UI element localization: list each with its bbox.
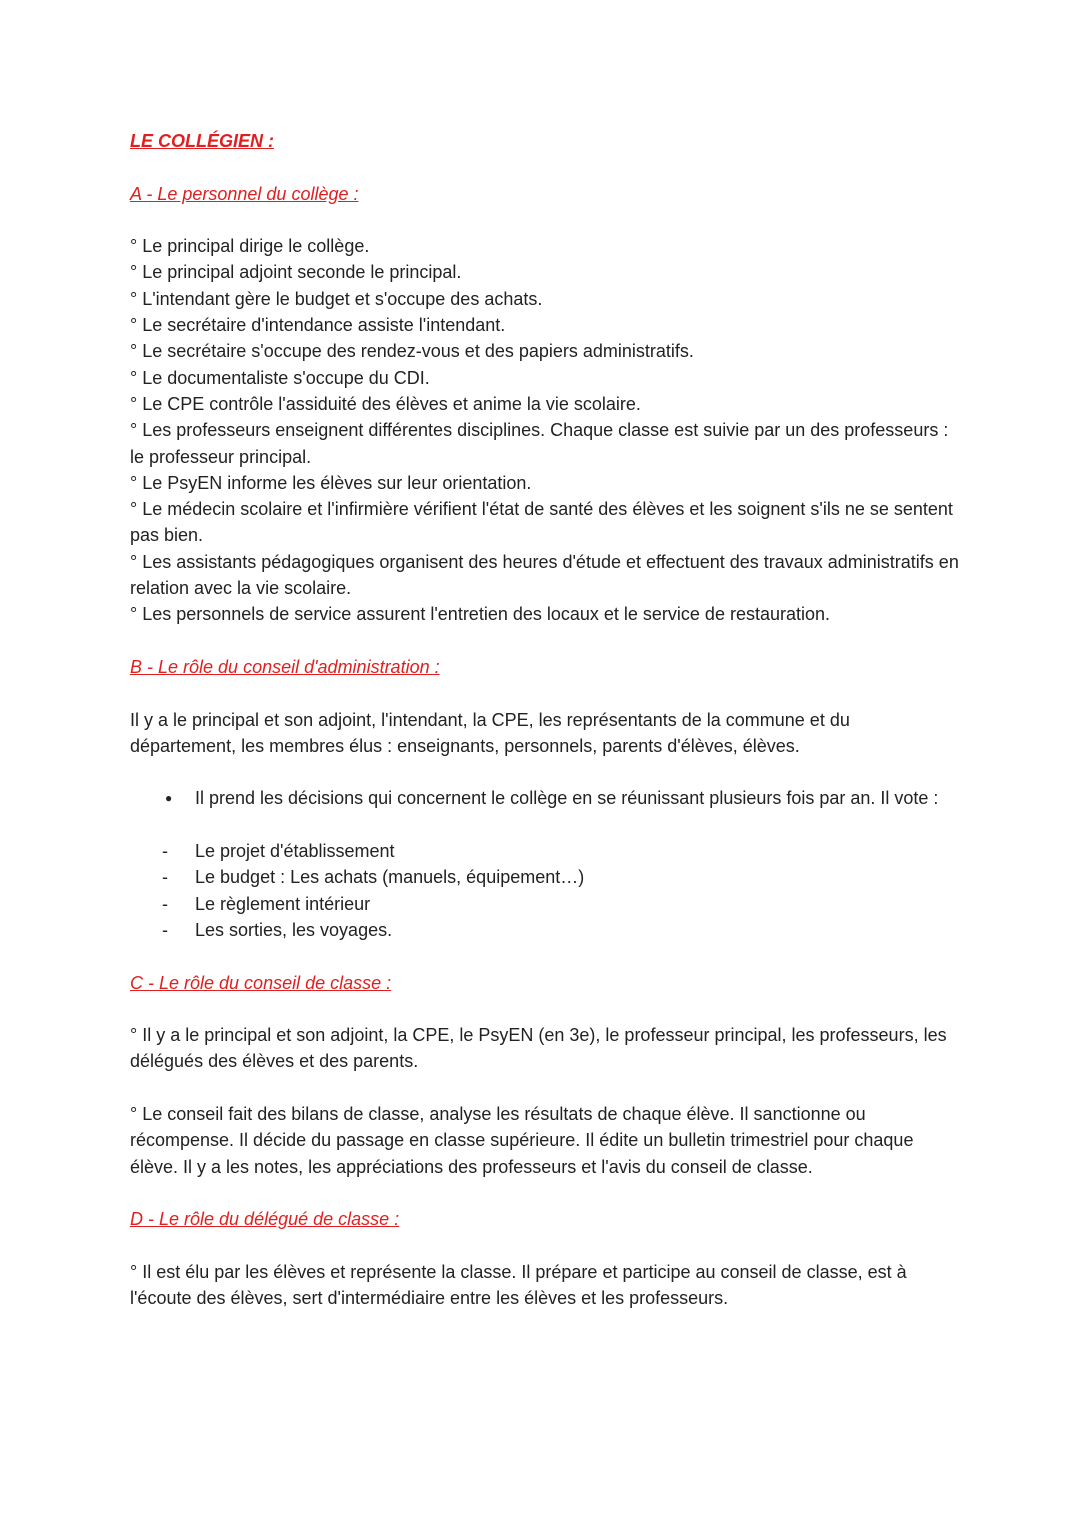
- vote-item: - Le budget : Les achats (manuels, équipement…): [195, 864, 960, 890]
- vote-item: - Le règlement intérieur: [195, 891, 960, 917]
- staff-item: ° Les personnels de service assurent l'entretien des locaux et le service de restauration.: [130, 604, 831, 625]
- page-title: LE COLLÉGIEN :: [130, 131, 274, 151]
- staff-item: ° Le CPE contrôle l'assiduité des élèves et anime la vie scolaire.: [130, 393, 641, 414]
- spacer: [130, 943, 960, 969]
- staff-item: ° Le médecin scolaire et l'infirmière vérifient l'état de santé des élèves et les soignent s'ils ne se sentent pas bien.: [130, 499, 953, 546]
- spacer: [130, 1075, 960, 1101]
- spacer: [130, 207, 960, 233]
- staff-item: ° Le principal adjoint seconde le principal.: [130, 262, 462, 283]
- section-c-role: ° Le conseil fait des bilans de classe, analyse les résultats de chaque élève. Il sanctionne ou récompense. Il décide du passage en classe supérieure. Il édite un bulletin trimestriel pour chaque élève. Il y a les notes, les appréciations des professeurs et l'avis du conseil de classe.: [130, 1103, 914, 1177]
- section-b-bullets: [130, 785, 960, 811]
- vote-list: [130, 838, 960, 943]
- section-c-members: ° Il y a le principal et son adjoint, la CPE, le PsyEN (en 3e), le professeur principal, les professeurs, les délégués des élèves et des parents.: [130, 1025, 947, 1072]
- staff-item: ° Le documentaliste s'occupe du CDI.: [130, 367, 430, 388]
- spacer: [130, 154, 960, 180]
- document-page: [130, 128, 960, 1311]
- section-d-heading: D - Le rôle du délégué de classe :: [130, 1209, 400, 1230]
- spacer: [130, 759, 960, 785]
- spacer: [130, 1180, 960, 1206]
- spacer: [130, 812, 960, 838]
- staff-item: ° Le PsyEN informe les élèves sur leur orientation.: [130, 472, 532, 493]
- spacer: [130, 996, 960, 1022]
- section-b-heading: B - Le rôle du conseil d'administration :: [130, 656, 440, 677]
- staff-item: ° L'intendant gère le budget et s'occupe des achats.: [130, 288, 543, 309]
- spacer: [130, 680, 960, 706]
- staff-item: ° Le principal dirige le collège.: [130, 236, 370, 257]
- section-d-role: ° Il est élu par les élèves et représente la classe. Il prépare et participe au conseil de classe, est à l'écoute des élèves, sert d'intermédiaire entre les élèves et les professeurs.: [130, 1261, 907, 1309]
- spacer: [130, 1232, 960, 1258]
- vote-item: - Les sorties, les voyages.: [195, 917, 960, 943]
- staff-item: ° Le secrétaire d'intendance assiste l'intendant.: [130, 315, 506, 336]
- vote-item: - Le projet d'établissement: [195, 838, 960, 864]
- staff-item: ° Les professeurs enseignent différentes disciplines. Chaque classe est suivie par un des professeurs : le professeur principal.: [130, 420, 949, 467]
- staff-item: ° Les assistants pédagogiques organisent des heures d'étude et effectuent des travaux administratifs en relation avec la vie scolaire.: [130, 551, 959, 599]
- bullet-item: ● Il prend les décisions qui concernent le collège en se réunissant plusieurs fois par an. Il vote :: [195, 785, 960, 811]
- section-a-heading: A - Le personnel du collège :: [130, 183, 359, 204]
- section-b-intro: Il y a le principal et son adjoint, l'intendant, la CPE, les représentants de la commune et du département, les membres élus : enseignants, personnels, parents d'élèves, élèves.: [130, 709, 850, 756]
- section-c-heading: C - Le rôle du conseil de classe :: [130, 972, 392, 993]
- spacer: [130, 628, 960, 654]
- staff-item: ° Le secrétaire s'occupe des rendez-vous et des papiers administratifs.: [130, 341, 694, 362]
- section-a-list: [130, 233, 960, 627]
